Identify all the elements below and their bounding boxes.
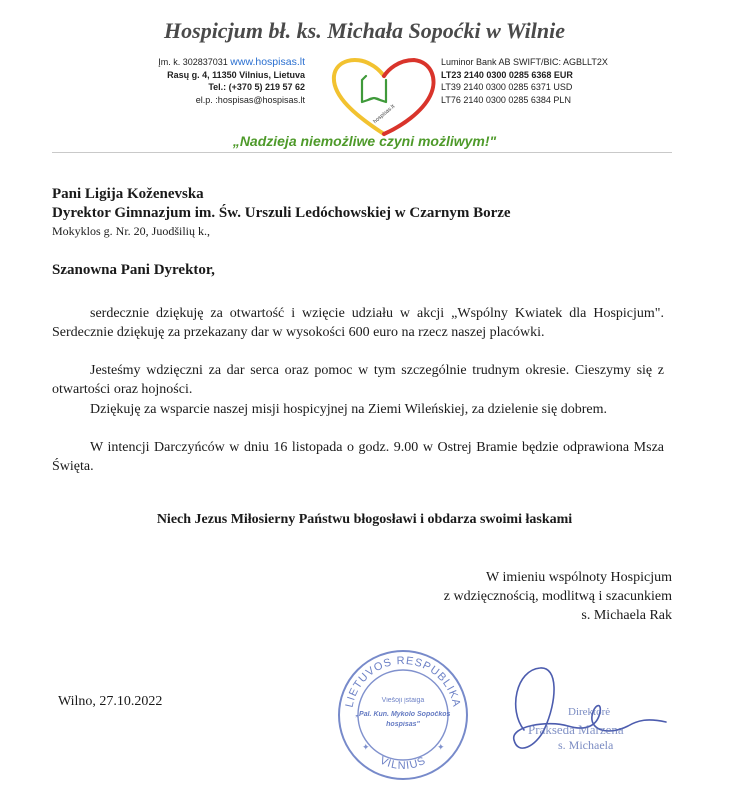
address-text: Rasų g. 4, 11350 Vilnius, Lietuva: [167, 69, 305, 80]
iban-eur: LT23 2140 0300 0285 6368 EUR: [441, 69, 573, 80]
header-bank-block: [441, 56, 608, 106]
email-text: el.p. :hospisas@hospisas.lt: [195, 94, 305, 105]
hospice-title: Hospicjum bł. ks. Michała Sopoćki w Wilnie: [164, 18, 565, 43]
header-divider: [52, 152, 672, 153]
header-contact-block: [158, 56, 305, 106]
slogan: „Nadzieja niemożliwe czyni możliwym!": [232, 133, 497, 149]
phone-text: Tel.: (+370 5) 219 57 62: [208, 82, 305, 92]
signature-role: Direktorė: [568, 706, 611, 718]
signature-name: Prakseda Marzena: [528, 722, 624, 737]
star-icon: ✦: [437, 742, 445, 752]
iban-usd: LT39 2140 0300 0285 6371 USD: [441, 82, 573, 92]
logo-caption: hospisas.lt: [372, 103, 397, 125]
iban-pln: LT76 2140 0300 0285 6384 PLN: [441, 94, 571, 105]
signer-name: s. Michaela Rak: [581, 608, 672, 623]
bank-name: Luminor Bank AB SWIFT/BIC: AGBLLT2X: [441, 57, 608, 67]
recipient-name: Pani Ligija Koženevska: [52, 186, 204, 202]
signature-name-secondary: s. Michaela: [558, 738, 614, 752]
paragraph: Dziękuję za wsparcie naszej misji hospicyjnej na Ziemi Wileńskiej, za dzielenie się dobrem.: [90, 402, 607, 417]
hospice-logo: [326, 54, 442, 140]
paragraph: Jesteśmy wdzięczni za dar serca oraz pomoc w tym szczególnie trudnym okresie. Cieszymy się z otwartości oraz hojności.: [52, 363, 664, 397]
heart-right-half: [384, 60, 433, 134]
closing-line: W imieniu wspólnoty Hospicjum: [485, 570, 672, 585]
place-date: Wilno, 27.10.2022: [58, 694, 163, 709]
stamp-bottom-text: VILNIUS: [377, 754, 429, 773]
paragraph: serdecznie dziękuję za otwartość i wzięcie udziału w akcji „Wspólny Kwiatek dla Hospicjum". Serdecznie dziękuję za przekazany dar w wysokości 600 euro na rzecz naszej placówki.: [52, 306, 664, 340]
closing-block: [444, 568, 672, 625]
stamp-top-text: LIETUVOS RESPUBLIKA: [343, 654, 463, 709]
svg-text:VILNIUS: [378, 755, 428, 773]
greeting: Szanowna Pani Dyrektor,: [52, 262, 215, 278]
official-stamp: [334, 646, 472, 784]
paragraph: W intencji Darczyńców w dniu 16 listopada o godz. 9.00 w Ostrej Bramie będzie odprawiona Msza Święta.: [52, 440, 664, 474]
star-icon: ✦: [362, 742, 370, 752]
registration-line: [158, 56, 305, 69]
registration-code: Įm. k. 302837031: [158, 57, 228, 67]
closing-line: z wdzięcznością, modlitwą i szacunkiem: [443, 589, 672, 604]
blessing: Niech Jezus Miłosierny Państwu błogosławi i obdarza swoimi łaskami: [156, 512, 573, 527]
recipient-title: Dyrektor Gimnazjum im. Św. Urszuli Ledóchowskiej w Czarnym Borze: [52, 205, 511, 221]
recipient-address: Mokyklos g. Nr. 20, Juodšilių k.,: [52, 224, 211, 238]
stamp-line: „Pal. Kun. Mykolo Sopočkos: [355, 711, 451, 718]
stamp-line: hospisas": [386, 721, 420, 728]
stamp-line: Viešoji įstaiga: [381, 697, 425, 704]
website-link[interactable]: www.hospisas.lt: [230, 56, 305, 68]
